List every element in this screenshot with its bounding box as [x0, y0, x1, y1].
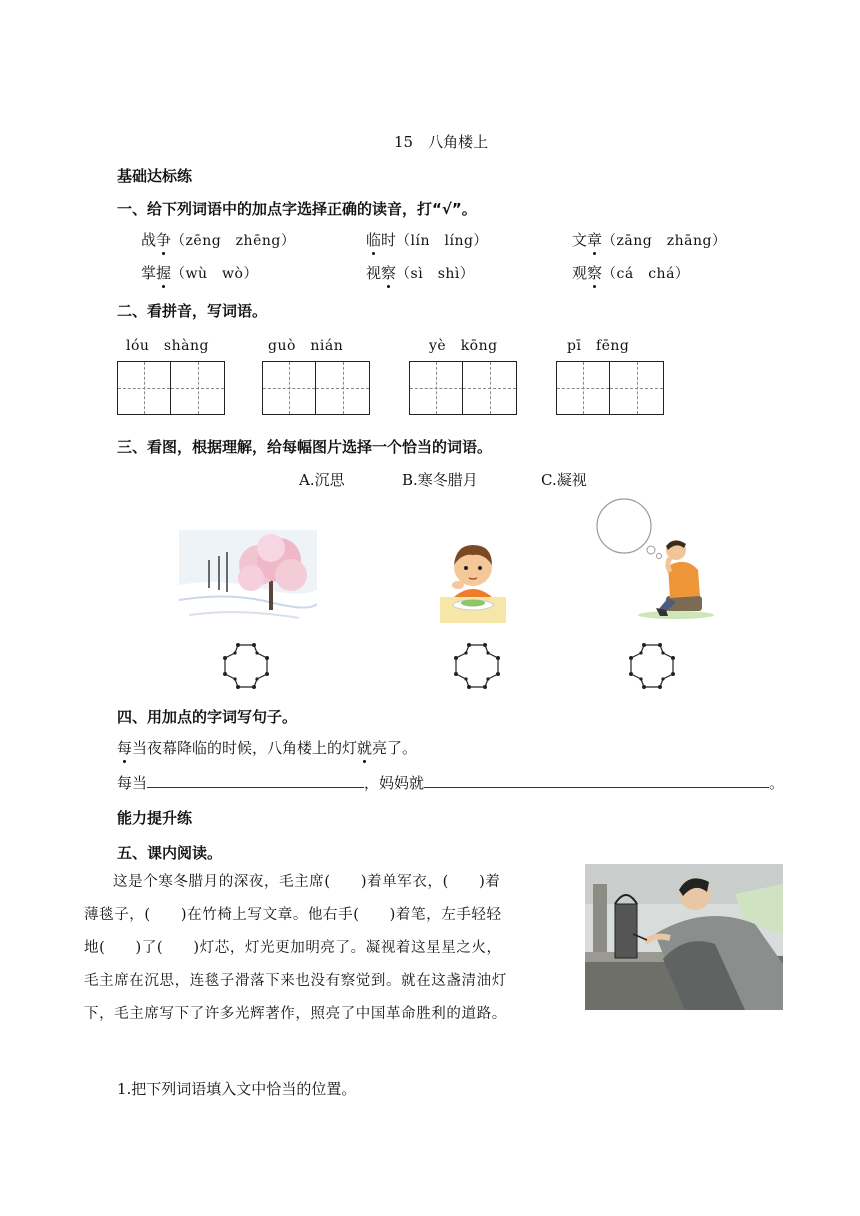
man-thinking-image	[596, 498, 720, 620]
answer-blank-2[interactable]	[424, 772, 769, 788]
boy-staring-image	[440, 535, 506, 623]
q2-pinyin-2: guò nián	[268, 338, 344, 354]
answer-blank-1[interactable]	[147, 772, 364, 788]
mao-writing-illustration	[585, 864, 783, 1010]
q4-example-sentence: 每当夜幕降临的时候，八角楼上的灯就亮了。	[117, 739, 418, 757]
q2-heading: 二、看拼音，写词语。	[117, 302, 268, 320]
answer-circle-2[interactable]	[454, 643, 500, 689]
section-basic-heading: 基础达标练	[117, 167, 193, 185]
q1-item-4: 掌握（wù wò）	[141, 264, 258, 282]
writing-grid-4[interactable]	[556, 361, 664, 415]
passage-line-1: 这是个寒冬腊月的深夜，毛主席( )着单军衣，( )着	[113, 874, 501, 890]
writing-grid-3[interactable]	[409, 361, 517, 415]
q5-subquestion-1: 1.把下列词语填入文中恰当的位置。	[117, 1080, 357, 1098]
answer-circle-1[interactable]	[223, 643, 269, 689]
passage-line-5: 下，毛主席写下了许多光辉著作，照亮了中国革命胜利的道路。	[84, 1006, 507, 1022]
q1-heading: 一、给下列词语中的加点字选择正确的读音，打“√”。	[117, 200, 477, 218]
q3-option-c: C.凝视	[541, 471, 587, 489]
q1-item-5: 视察（sì shì）	[366, 264, 475, 282]
passage-line-4: 毛主席在沉思，连毯子滑落下来也没有察觉到。就在这盏清油灯	[84, 973, 507, 989]
q1-item-1: 战争（zēng zhēng）	[141, 231, 296, 249]
q1-item-2: 临时（lín líng）	[366, 231, 488, 249]
passage-line-3: 地( )了( )灯芯，灯光更加明亮了。凝视着这星星之火，	[84, 940, 502, 956]
q3-option-a: A.沉思	[299, 471, 345, 489]
q3-heading: 三、看图，根据理解，给每幅图片选择一个恰当的词语。	[117, 438, 493, 456]
q4-fill-line: 每当 ，妈妈就 。	[117, 774, 785, 792]
passage-line-2: 薄毯子，( )在竹椅上写文章。他右手( )着笔，左手轻轻	[84, 907, 502, 923]
writing-grid-1[interactable]	[117, 361, 225, 415]
q5-heading: 五、课内阅读。	[117, 844, 223, 862]
q4-heading: 四、用加点的字词写句子。	[117, 708, 298, 726]
q2-pinyin-3: yè kōng	[429, 338, 498, 354]
q1-item-3: 文章（zāng zhāng）	[572, 231, 727, 249]
section-advanced-heading: 能力提升练	[117, 809, 193, 827]
q1-item-6: 观察（cá chá）	[572, 264, 690, 282]
page-title: 15 八角楼上	[394, 133, 489, 151]
q2-pinyin-4: pī fēng	[567, 338, 630, 354]
q3-option-b: B.寒冬腊月	[402, 471, 478, 489]
reading-passage	[84, 866, 566, 1031]
answer-circle-3[interactable]	[629, 643, 675, 689]
writing-grid-2[interactable]	[262, 361, 370, 415]
q2-pinyin-1: lóu shàng	[126, 338, 209, 354]
winter-snow-tree-image	[179, 530, 317, 625]
